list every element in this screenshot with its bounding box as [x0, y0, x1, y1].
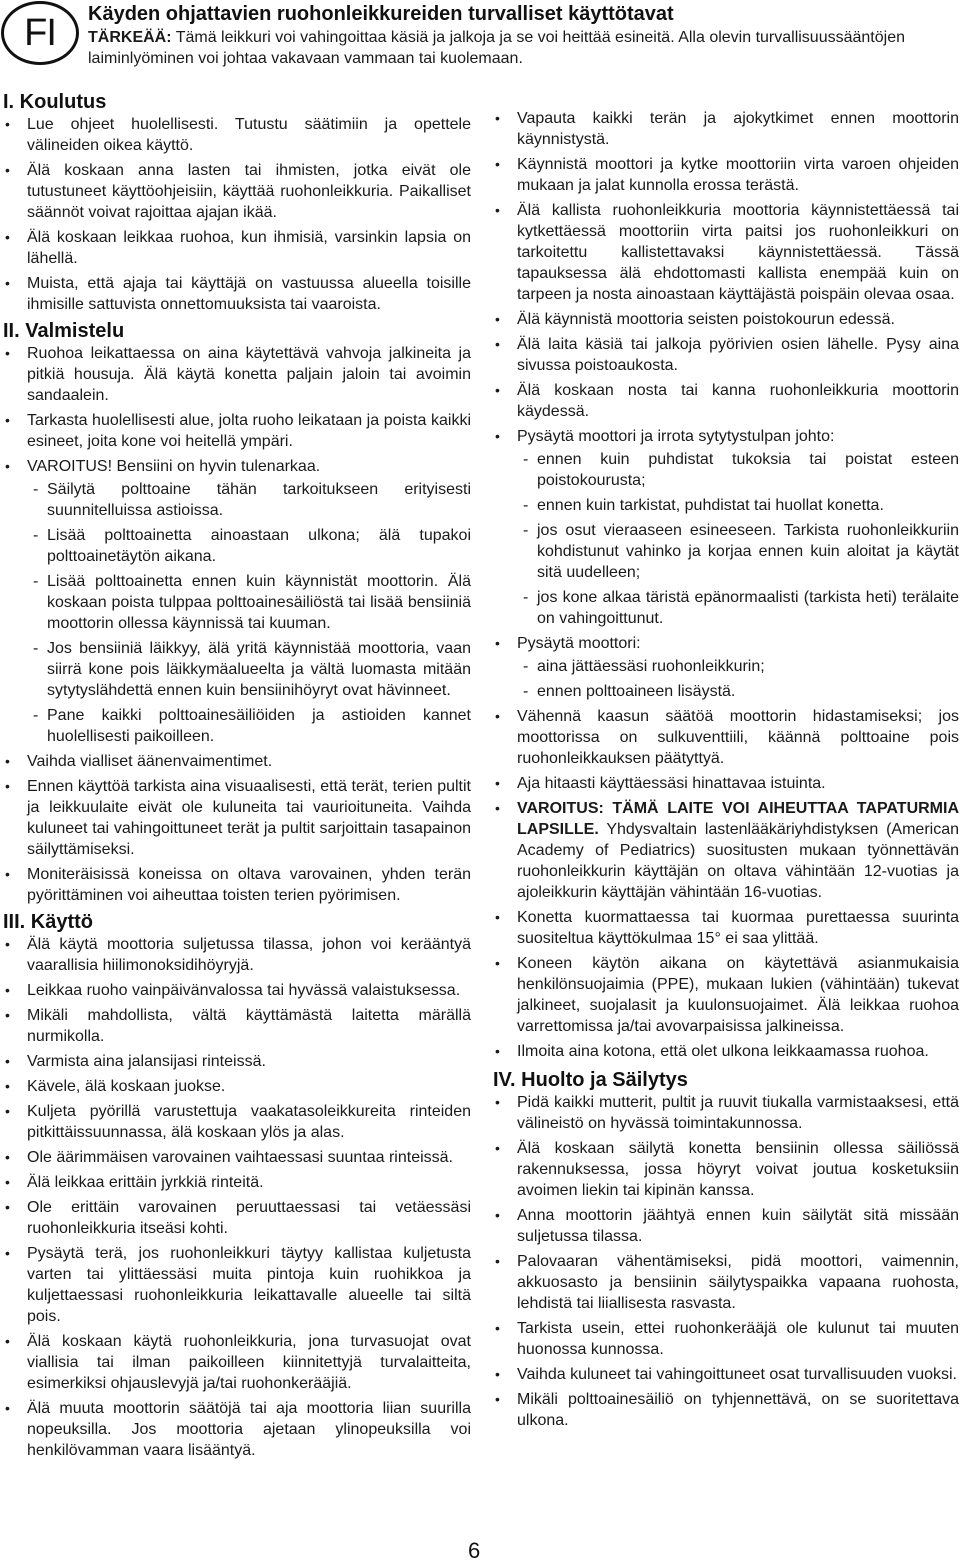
list-item: • Lue ohjeet huolellisesti. Tutustu säätimiin ja opettele välineiden oikea käyttö. — [3, 114, 471, 156]
list-item: • Tarkasta huolellisesti alue, jolta ruoho leikataan ja poista kaikki esineet, joita kone voi heitellä ympäri. — [3, 410, 471, 452]
stop-engine-instruction: Pysäytä moottori ja irrota sytytystulpan johto: — [517, 428, 835, 445]
sub-item: - ennen kuin tarkistat, puhdistat tai huollat konetta. — [517, 495, 959, 516]
document-title: Käyden ohjattavien ruohonleikkureiden turvalliset käyttötavat — [88, 3, 674, 25]
children-warning-label: VAROITUS: TÄMÄ LAITE VOI AIHEUTTAA TAPATURMIA LAPSILLE. — [517, 800, 959, 838]
list-item: • Älä koskaan anna lasten tai ihmisten, jotka eivät ole tutustuneet käyttöohjeisiin, käyttää ruohonleikkuria. Paikalliset säännöt voivat rajoittaa ajajan ikää. — [3, 160, 471, 223]
list-item: • Ruohoa leikattaessa on aina käytettävä vahvoja jalkineita ja pitkiä housuja. Älä käytä konetta paljain jaloin tai avoimin sandaalein. — [3, 343, 471, 406]
list-item: • Mikäli mahdollista, vältä käyttämästä laitetta märällä nurmikolla. — [3, 1005, 471, 1047]
sub-item: - jos kone alkaa täristä epänormaalisti (tarkista heti) terälaite on vahingoittunut. — [517, 587, 959, 629]
list-item: • Vaihda vialliset äänenvaimentimet. — [3, 751, 471, 772]
operation-list-left — [3, 934, 471, 1461]
right-column — [493, 108, 959, 1435]
list-item: • Vapauta kaikki terän ja ajokytkimet ennen moottorin käynnistystä. — [493, 108, 959, 150]
list-item: • Vähennä kaasun säätöä moottorin hidastamiseksi; jos moottorissa on sulkuventtiili, käännä polttoaine pois ruohonleikkauksen päätyttyä. — [493, 706, 959, 769]
section-heading-operation: III. Käyttö — [3, 911, 94, 933]
list-item: • Ole äärimmäisen varovainen vaihtaessasi suuntaa rinteissä. — [3, 1147, 471, 1168]
list-item: • Älä muuta moottorin säätöjä tai aja moottoria liian suurilla nopeuksilla. Jos moottoria ajetaan ylinopeuksilla voi henkilövamman vaara lisääntyä. — [3, 1398, 471, 1461]
stop-engine-label: Pysäytä moottori: — [517, 635, 641, 652]
sub-item: - Lisää polttoainetta ainoastaan ulkona; älä tupakoi polttoainetäytön aikana. — [27, 525, 471, 567]
list-item: • Älä käytä moottoria suljetussa tilassa, johon voi kerääntyä vaarallisia hiilimonoksidihöyryjä. — [3, 934, 471, 976]
list-item: • Ole erittäin varovainen peruuttaessasi tai vetäessäsi ruohonleikkuria itseäsi kohti. — [3, 1197, 471, 1239]
sub-item: - Jos bensiiniä läikkyy, älä yritä käynnistää moottoria, vaan siirrä kone pois läikkymäalueelta ja vältä luomasta mitään sytytyslähdettä ennen kuin bensiinihöyryt ovat hävinneet. — [27, 638, 471, 701]
list-item — [493, 798, 959, 903]
sub-item: - Säilytä polttoaine tähän tarkoitukseen erityisesti suunnitelluissa astioissa. — [27, 479, 471, 521]
list-item: • Käynnistä moottori ja kytke moottoriin virta varoen ohjeiden mukaan ja jalat kunnolla erossa terästä. — [493, 154, 959, 196]
important-label: TÄRKEÄÄ: — [88, 29, 172, 46]
page-number: 6 — [468, 1538, 481, 1563]
list-item: • Moniteräisissä koneissa on oltava varovainen, yhden terän pyörittäminen voi aiheuttaa toisten terien pyörimisen. — [3, 864, 471, 906]
list-item: • Älä leikkaa erittäin jyrkkiä rinteitä. — [3, 1172, 471, 1193]
list-item — [493, 633, 959, 702]
sub-item: - Pane kaikki polttoainesäiliöiden ja astioiden kannet huolellisesti paikoilleen. — [27, 705, 471, 747]
list-item: • Koneen käytön aikana on käytettävä asianmukaisia henkilönsuojaimia (PPE), mukaan lukien (vähintään) tukevat jalkineet, suojalasit ja kuulonsuojaimet. Älä leikkaa ruohoa varrettomissa ja/tai avovarpaisissa jalkineissa. — [493, 953, 959, 1037]
sub-item: - ennen polttoaineen lisäystä. — [517, 681, 959, 702]
sub-item: - Lisää polttoainetta ennen kuin käynnistät moottorin. Älä koskaan poista tulppaa polttoainesäiliöstä tai lisää bensiiniä moottorin ollessa käynnissä tai kuuman. — [27, 571, 471, 634]
list-item — [3, 456, 471, 747]
list-item: • Palovaaran vähentämiseksi, pidä moottori, vaimennin, akkuosasto ja bensiinin säilytyspaikka vapaana ruohosta, lehdistä tai liiallisesta rasvasta. — [493, 1251, 959, 1314]
list-item: • Tarkista usein, ettei ruohonkerääjä ole kulunut tai muuten huonossa kunnossa. — [493, 1318, 959, 1360]
stop-engine-sublist — [517, 656, 959, 702]
list-item: • Älä koskaan säilytä konetta bensiinin ollessa säiliössä rakennuksessa, jossa höyryt voivat joutua kosketuksiin avoimen liekin tai kipinän kanssa. — [493, 1138, 959, 1201]
list-item: • Älä laita käsiä tai jalkoja pyörivien osien lähelle. Pysy aina sivussa poistoaukosta. — [493, 334, 959, 376]
list-item: • Ennen käyttöä tarkista aina visuaalisesti, että terät, terien pultit ja leikkuulaite eivät ole kuluneita tai vaurioituneita. Vaihda kuluneet tai vahingoittuneet terät ja pultit sarjoittain tasapainon säilyttämiseksi. — [3, 776, 471, 860]
list-item: • Aja hitaasti käyttäessäsi hinattavaa istuinta. — [493, 773, 959, 794]
list-item: • Älä koskaan käytä ruohonleikkuria, jona turvasuojat ovat viallisia tai ilman paikoilleen kiinnitettyjä turvalaitteita, esimerkiksi ohjauslevyjä ja/tai ruohonkerääjiä. — [3, 1331, 471, 1394]
list-item: • Vaihda kuluneet tai vahingoittuneet osat turvallisuuden vuoksi. — [493, 1364, 959, 1385]
fuel-sublist — [27, 479, 471, 747]
maintenance-list — [493, 1092, 959, 1431]
sub-item: - jos osut vieraaseen esineeseen. Tarkista ruohonleikkuriin kohdistunut vahinko ja korjaa ennen kuin aloitat ja käytät sitä uudelleen; — [517, 520, 959, 583]
list-item: • Ilmoita aina kotona, että olet ulkona leikkaamassa ruohoa. — [493, 1041, 959, 1062]
list-item: • Kuljeta pyörillä varustettuja vaakatasoleikkureita rinteiden pitkittäissuunnassa, älä koskaan ylös ja alas. — [3, 1101, 471, 1143]
left-column — [3, 88, 471, 1465]
list-item: • Älä koskaan nosta tai kanna ruohonleikkuria moottorin käydessä. — [493, 380, 959, 422]
language-badge — [1, 1, 79, 65]
list-item: • Älä käynnistä moottoria seisten poistokourun edessä. — [493, 309, 959, 330]
list-item: • Mikäli polttoainesäiliö on tyhjennettävä, on se suoritettava ulkona. — [493, 1389, 959, 1431]
list-item — [493, 426, 959, 629]
fuel-warning: VAROITUS! Bensiini on hyvin tulenarkaa. — [27, 458, 321, 475]
list-item: • Älä koskaan leikkaa ruohoa, kun ihmisiä, varsinkin lapsia on lähellä. — [3, 227, 471, 269]
section-heading-preparation: II. Valmistelu — [3, 320, 125, 342]
list-item: • Älä kallista ruohonleikkuria moottoria käynnistettäessä tai kytkettäessä moottoriin virta paitsi jos ruohonleikkuri on tarkoitettu kallistettavaksi käynnistettäessä. Tässä tapauksessa älä ehdottomasti kallista enempää kuin on tarpeen ja nosta ainoastaan käyttäjästä poispäin olevaa osaa. — [493, 200, 959, 305]
language-code: FI — [24, 11, 56, 54]
operation-list-right — [493, 108, 959, 1062]
list-item: • Muista, että ajaja tai käyttäjä on vastuussa alueella toisille ihmisille sattuvista onnettomuuksista tai vaaroista. — [3, 273, 471, 315]
section-heading-maintenance: IV. Huolto ja Säilytys — [493, 1069, 688, 1091]
important-warning — [88, 27, 956, 69]
stop-sublist — [517, 449, 959, 629]
list-item: • Kävele, älä koskaan juokse. — [3, 1076, 471, 1097]
list-item: • Leikkaa ruoho vainpäivänvalossa tai hyvässä valaistuksessa. — [3, 980, 471, 1001]
list-item: • Anna moottorin jäähtyä ennen kuin säilytät sitä missään suljetussa tilassa. — [493, 1205, 959, 1247]
preparation-list — [3, 343, 471, 906]
list-item: • Varmista aina jalansijasi rinteissä. — [3, 1051, 471, 1072]
list-item: • Pidä kaikki mutterit, pultit ja ruuvit tiukalla varmistaaksesi, että välineistö on hyvässä toimintakunnossa. — [493, 1092, 959, 1134]
children-warning-text: Yhdysvaltain lastenlääkäriyhdistyksen (American Academy of Pediatrics) suositusten mukaan työnnettävän ruohonleikkurin käyttäjän on oltava vähintään 12-vuotias ja ajoleikkurin käyttäjän vähintään 16-vuotias. — [517, 821, 959, 901]
sub-item: - aina jättäessäsi ruohonleikkurin; — [517, 656, 959, 677]
training-list — [3, 114, 471, 315]
important-text: Tämä leikkuri voi vahingoittaa käsiä ja jalkoja ja se voi heittää esineitä. Alla olevin turvallisuussääntöjen laiminlyöminen voi johtaa vakavaan vammaan tai kuolemaan. — [88, 29, 905, 67]
list-item: • Konetta kuormattaessa tai kuormaa purettaessa suurinta suositeltua käyttökulmaa 15° ei saa ylittää. — [493, 907, 959, 949]
section-heading-training: I. Koulutus — [3, 91, 107, 113]
sub-item: - ennen kuin puhdistat tukoksia tai poistat esteen poistokourusta; — [517, 449, 959, 491]
list-item: • Pysäytä terä, jos ruohonleikkuri täytyy kallistaa kuljetusta varten tai ylittäessäsi muita pintoja kuin ruohikkoa ja kuljettaessasi ruohonleikkuria leikattavalle alueelle tai siltä pois. — [3, 1243, 471, 1327]
